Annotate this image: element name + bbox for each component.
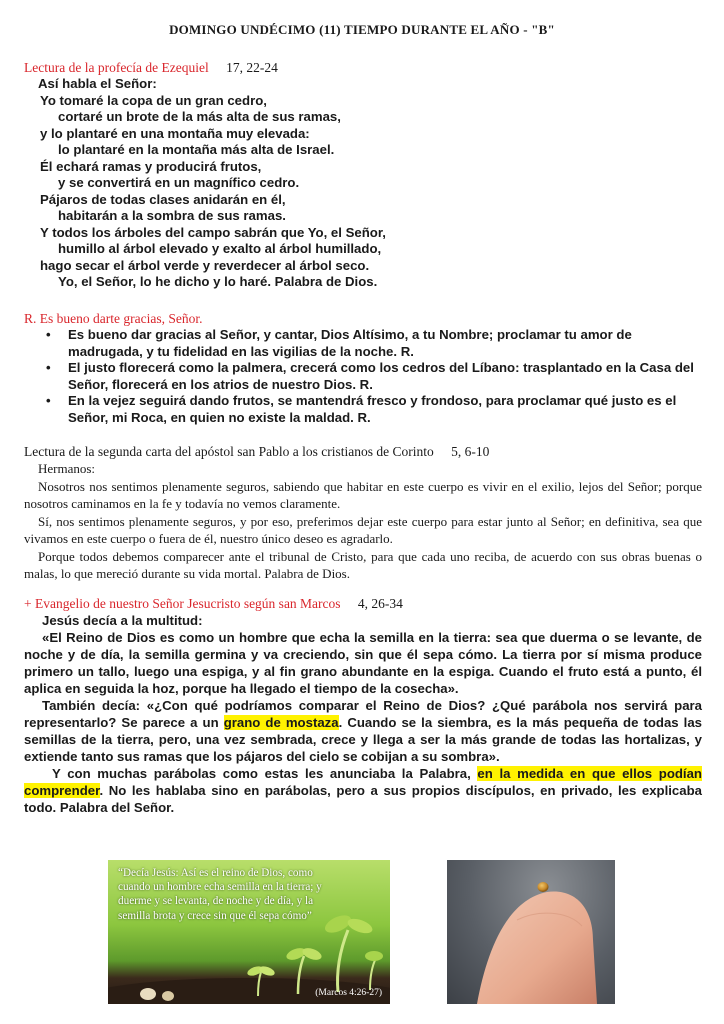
first-reading-header (24, 59, 702, 76)
gospel-paragraph-2: También decía: «¿Con qué podríamos comparar el Reino de Dios? ¿Qué parábola nos servirá para representarlo? Se parece a un grano de mostaza. Cuando se la siembra, es la más pequeña de todas las semillas de la tierra, pero, una vez sembrada, crece y llega a ser la más grande de todas las hortalizas, y extiende tanto sus ramas que los pájaros del cielo se cobijan a su sombra». (24, 698, 703, 764)
highlight-understanding: en la medida en que ellos podían comprender (24, 766, 702, 798)
psalm-stanza-text: El justo florecerá como la palmera, crecerá como los cedros del Líbano: trasplantado en la Casa del Señor, florecerá en los atrios de nuestro Dios. R. (68, 360, 694, 392)
second-reading-text (24, 460, 702, 583)
highlight-mustard-seed: grano de mostaza (223, 715, 339, 730)
sprouts-citation: (Marcos 4:26-27) (315, 988, 382, 998)
verse-line: Yo, el Señor, lo he dicho y lo haré. Palabra de Dios. (58, 274, 378, 289)
fingertip-with-seed-illustration (447, 860, 615, 1004)
bullet-icon: • (46, 327, 51, 342)
gospel-reference: 4, 26-34 (357, 596, 403, 611)
verse-line: humillo al árbol elevado y exalto al árbol humillado, (58, 241, 382, 256)
gospel-intro: Jesús decía a la multitud: (42, 613, 203, 628)
verse-line: Él echará ramas y producirá frutos, (40, 158, 262, 174)
verse-line: lo plantaré en la montaña más alta de Israel. (58, 142, 335, 157)
first-reading-title: Lectura de la profecía de Ezequiel (24, 60, 209, 75)
second-reading-paragraph: Hermanos: (38, 461, 96, 476)
gospel-paragraph-1: «El Reino de Dios es como un hombre que echa la semilla en la tierra: sea que duerma o se levante, de noche y de día, la semilla germina y va creciendo, sin que él sepa cómo. La tierra por sí misma produce primero un tallo, luego una espiga, y al fin grano abundante en la espiga. Cuando el fruto está a punto, él aplica en seguida la hoz, porque ha llegado el tiempo de la cosecha». (24, 630, 702, 696)
gospel (24, 595, 702, 816)
second-reading (24, 443, 702, 583)
second-reading-paragraph: Nosotros nos sentimos plenamente seguros, sabiendo que habitar en este cuerpo es vivir en el exilio, lejos del Señor; porque nosotros caminamos en la fe y todavía no vemos claramente. (24, 478, 702, 511)
second-reading-title: Lectura de la segunda carta del apóstol san Pablo a los cristianos de Corinto (24, 444, 434, 459)
page-title: DOMINGO UNDÉCIMO (11) TIEMPO DURANTE EL AÑO - "B" (169, 22, 555, 37)
gospel-title: + Evangelio de nuestro Señor Jesucristo según san Marcos (24, 596, 341, 611)
first-reading-reference: 17, 22-24 (226, 60, 278, 75)
verse-line: cortaré un brote de la más alta de sus ramas, (58, 109, 341, 124)
mustard-seed-photo (447, 860, 615, 1004)
psalm-stanza (24, 360, 702, 393)
verse-line: y lo plantaré en una montaña muy elevada: (40, 125, 310, 141)
psalm (24, 310, 702, 426)
verse-line: y se convertirá en un magnífico cedro. (58, 175, 300, 190)
verse-line: hago secar el árbol verde y reverdecer al árbol seco. (40, 257, 370, 273)
verse-line: Así habla el Señor: (38, 76, 157, 91)
first-reading-verses (24, 76, 702, 291)
sprouts-quote: “Decía Jesús: Así es el reino de Dios, como cuando un hombre echa semilla en la tierra; y duerme y se levanta, de noche y de día, y la semilla brota y crece sin que él sepa cómo” (118, 867, 322, 922)
verse-line: Y todos los árboles del campo sabrán que Yo, el Señor, (40, 224, 386, 240)
bullet-icon: • (46, 393, 51, 408)
verse-line: Yo tomaré la copa de un gran cedro, (40, 92, 267, 108)
sprouts-image (108, 860, 390, 1004)
second-reading-paragraph: Porque todos debemos comparecer ante el tribunal de Cristo, para que cada uno reciba, de acuerdo con sus obras buenas o malas, lo que mereció durante su vida mortal. Palabra de Dios. (24, 548, 702, 581)
bullet-icon: • (46, 360, 51, 375)
second-reading-paragraph: Sí, nos sentimos plenamente seguros, y por eso, preferimos dejar este cuerpo para estar junto al Señor; en definitiva, sea que vivamos en este cuerpo o fuera de él, nuestro único deseo es agradarlo. (24, 513, 702, 546)
verse-line: habitarán a la sombra de sus ramas. (58, 208, 286, 223)
second-reading-reference: 5, 6-10 (451, 444, 490, 459)
gospel-header (24, 595, 702, 612)
psalm-stanza (24, 327, 702, 360)
psalm-stanzas (24, 327, 702, 426)
psalm-stanza (24, 393, 702, 426)
psalm-response: R. Es bueno darte gracias, Señor. (24, 311, 203, 326)
first-reading (24, 59, 702, 291)
verse-line: Pájaros de todas clases anidarán en él, (40, 191, 286, 207)
second-reading-header (24, 443, 702, 460)
gospel-paragraph-3: Y con muchas parábolas como estas les anunciaba la Palabra, en la medida en que ellos podían comprender. No les hablaba sino en parábolas, pero a sus propios discípulos, en privado, les explicaba todo. Palabra del Señor. (24, 766, 702, 815)
psalm-stanza-text: Es bueno dar gracias al Señor, y cantar, Dios Altísimo, a tu Nombre; proclamar tu amor de madrugada, y tu fidelidad en las vigilias de la noche. R. (68, 327, 632, 359)
psalm-stanza-text: En la vejez seguirá dando frutos, se mantendrá fresco y frondoso, para proclamar qué justo es el Señor, mi Roca, en quien no existe la maldad. R. (68, 393, 677, 425)
gospel-text (24, 612, 702, 816)
